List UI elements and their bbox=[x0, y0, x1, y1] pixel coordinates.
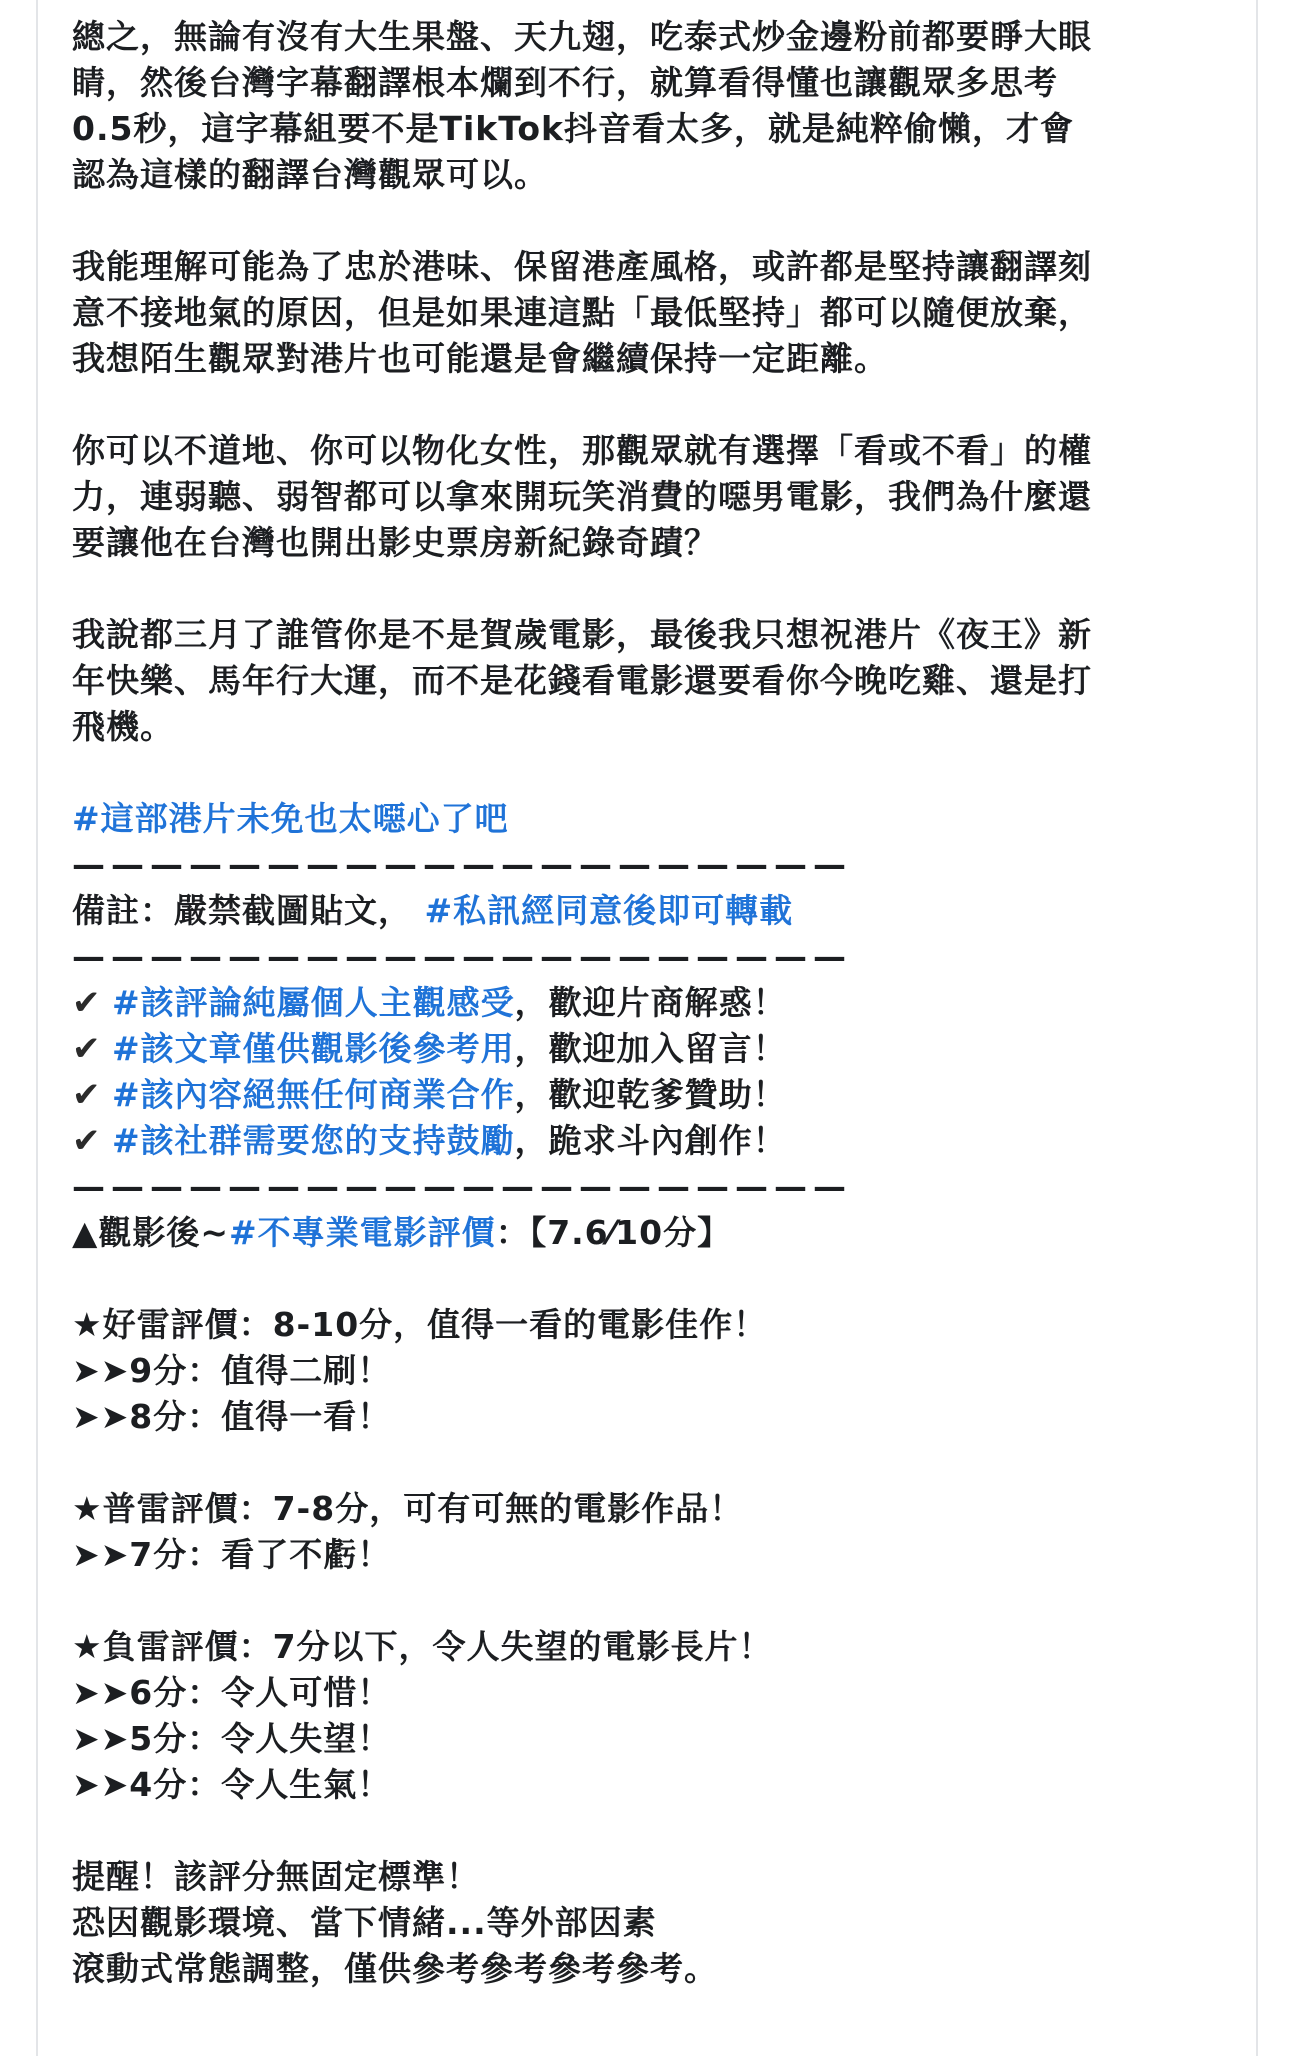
spacer bbox=[72, 750, 1232, 796]
text-line: 我說都三月了誰管你是不是賀歲電影，最後我只想祝港片《夜王》新 bbox=[72, 615, 1092, 654]
paragraph-1 bbox=[72, 14, 1232, 198]
text-line: 0.5秒，這字幕組要不是TikTok抖音看太多，就是純粹偷懶，才會 bbox=[72, 109, 1074, 148]
reminder-line: 提醒！該評分無固定標準！ bbox=[72, 1857, 480, 1896]
rating-item: ➤➤6分：令人可惜！ bbox=[72, 1673, 392, 1712]
reminder-block bbox=[72, 1854, 1232, 1992]
rating-group-good bbox=[72, 1302, 1232, 1440]
text-line: 認為這樣的翻譯台灣觀眾可以。 bbox=[72, 155, 548, 194]
text-line: 我能理解可能為了忠於港味、保留港產風格，或許都是堅持讓翻譯刻 bbox=[72, 247, 1092, 286]
spacer bbox=[72, 566, 1232, 612]
reminder-line: 滾動式常態調整，僅供參考參考參考參考。 bbox=[72, 1949, 718, 1988]
paragraph-2 bbox=[72, 244, 1232, 382]
separator-line: ———————————————————— bbox=[72, 1167, 852, 1206]
check-item bbox=[72, 1118, 1232, 1164]
rating-line bbox=[72, 1210, 1232, 1256]
rating-item: ➤➤8分：值得一看！ bbox=[72, 1397, 392, 1436]
spacer bbox=[72, 1578, 1232, 1624]
check-list bbox=[72, 980, 1232, 1164]
rating-group-neutral bbox=[72, 1486, 1232, 1578]
spacer bbox=[72, 1808, 1232, 1854]
spacer bbox=[72, 1440, 1232, 1486]
separator-line: ———————————————————— bbox=[72, 845, 852, 884]
rating-group-head: ★負雷評價：7分以下，令人失望的電影長片！ bbox=[72, 1627, 773, 1666]
hashtag-link[interactable]: #該內容絕無任何商業合作 bbox=[112, 1075, 515, 1114]
rating-group-head: ★普雷評價：7-8分，可有可無的電影作品！ bbox=[72, 1489, 744, 1528]
hashtag-link-rating[interactable]: #不專業電影評價 bbox=[229, 1213, 496, 1252]
note-line bbox=[72, 888, 1232, 934]
note-prefix: 備註：嚴禁截圖貼文， bbox=[72, 891, 412, 930]
separator-line: ———————————————————— bbox=[72, 937, 852, 976]
text-line: 飛機。 bbox=[72, 707, 174, 746]
paragraph-3 bbox=[72, 428, 1232, 566]
rating-item: ➤➤5分：令人失望！ bbox=[72, 1719, 392, 1758]
text-line: 睛，然後台灣字幕翻譯根本爛到不行，就算看得懂也讓觀眾多思考 bbox=[72, 63, 1058, 102]
text-line: 總之，無論有沒有大生果盤、天九翅，吃泰式炒金邊粉前都要睜大眼 bbox=[72, 17, 1092, 56]
spacer bbox=[72, 382, 1232, 428]
post-body bbox=[72, 14, 1232, 1992]
spacer bbox=[72, 1256, 1232, 1302]
check-item bbox=[72, 980, 1232, 1026]
rating-item: ➤➤7分：看了不虧！ bbox=[72, 1535, 392, 1574]
check-item-text: ，歡迎片商解惑！ bbox=[514, 983, 787, 1022]
check-item-text: ，跪求斗內創作！ bbox=[514, 1121, 787, 1160]
rating-item: ➤➤4分：令人生氣！ bbox=[72, 1765, 392, 1804]
reminder-line: 恐因觀影環境、當下情緒...等外部因素 bbox=[72, 1903, 657, 1942]
check-item bbox=[72, 1026, 1232, 1072]
hashtag-link[interactable]: #該評論純屬個人主觀感受 bbox=[112, 983, 515, 1022]
paragraph-4 bbox=[72, 612, 1232, 750]
text-line: 你可以不道地、你可以物化女性，那觀眾就有選擇「看或不看」的權 bbox=[72, 431, 1092, 470]
check-item-text: ，歡迎加入留言！ bbox=[514, 1029, 787, 1068]
hashtag-link[interactable]: #該文章僅供觀影後參考用 bbox=[112, 1029, 515, 1068]
hashtag-link[interactable]: #該社群需要您的支持鼓勵 bbox=[112, 1121, 515, 1160]
checkmark-icon: ✔ bbox=[72, 983, 102, 1023]
check-item bbox=[72, 1072, 1232, 1118]
rating-score: ：【7.6⁄10分】 bbox=[495, 1213, 732, 1252]
rating-group-bad bbox=[72, 1624, 1232, 1808]
spacer bbox=[72, 198, 1232, 244]
text-line: 年快樂、馬年行大運，而不是花錢看電影還要看你今晚吃雞、還是打 bbox=[72, 661, 1092, 700]
checkmark-icon: ✔ bbox=[72, 1121, 102, 1161]
check-item-text: ，歡迎乾爹贊助！ bbox=[514, 1075, 787, 1114]
text-line: 要讓他在台灣也開出影史票房新紀錄奇蹟？ bbox=[72, 523, 718, 562]
hashtag-link-repost[interactable]: #私訊經同意後即可轉載 bbox=[424, 891, 794, 930]
checkmark-icon: ✔ bbox=[72, 1029, 102, 1069]
rating-prefix: ▲觀影後~ bbox=[72, 1213, 230, 1252]
rating-item: ➤➤9分：值得二刷！ bbox=[72, 1351, 392, 1390]
text-line: 我想陌生觀眾對港片也可能還是會繼續保持一定距離。 bbox=[72, 339, 888, 378]
hashtag-link-main[interactable]: #這部港片未免也太噁心了吧 bbox=[72, 799, 509, 838]
rating-group-head: ★好雷評價：8-10分，值得一看的電影佳作！ bbox=[72, 1305, 768, 1344]
checkmark-icon: ✔ bbox=[72, 1075, 102, 1115]
text-line: 力，連弱聽、弱智都可以拿來開玩笑消費的噁男電影，我們為什麼還 bbox=[72, 477, 1092, 516]
text-line: 意不接地氣的原因，但是如果連這點「最低堅持」都可以隨便放棄， bbox=[72, 293, 1092, 332]
